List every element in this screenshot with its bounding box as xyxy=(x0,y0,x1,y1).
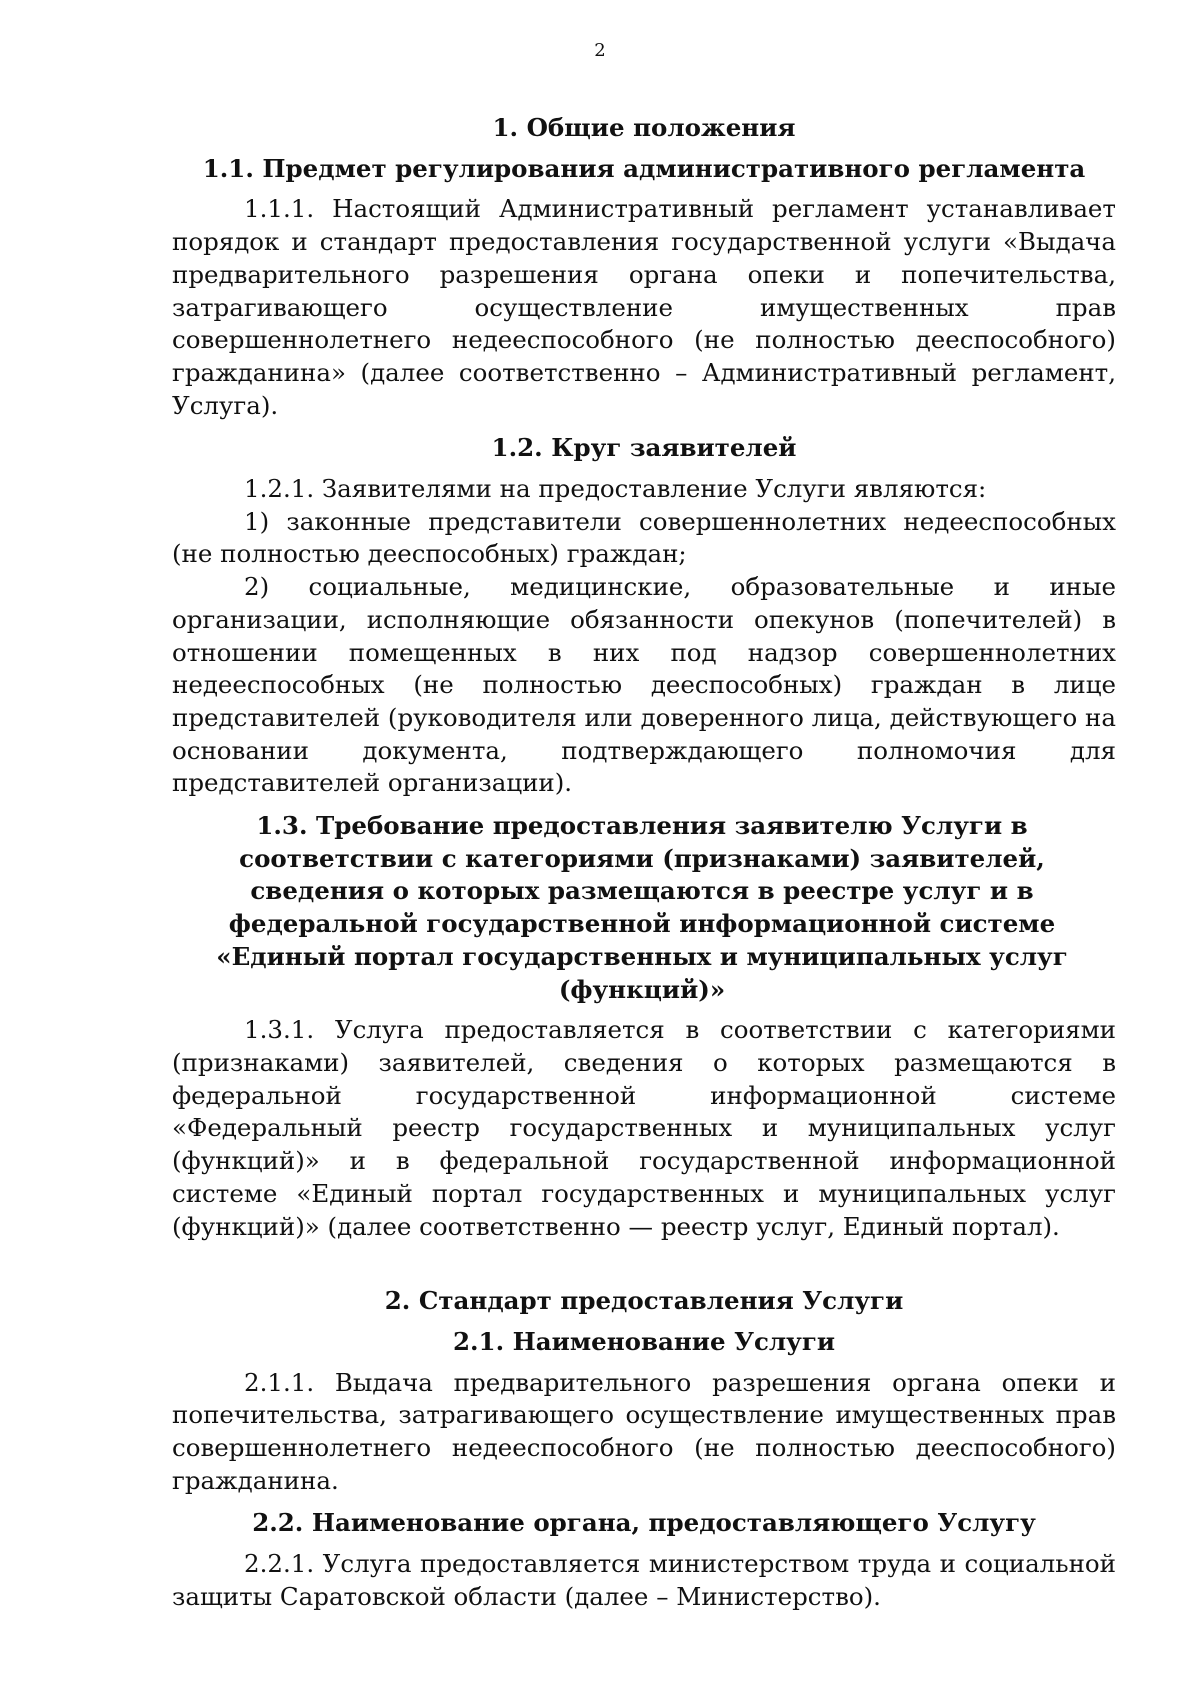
document-body xyxy=(172,112,1116,1614)
paragraph-1-2-1-item-1: 1) законные представители совершеннолетних недееспособных (не полностью дееспособных) граждан; xyxy=(172,506,1116,569)
paragraph-1-2-1-item-2: 2) социальные, медицинские, образовательные и иные организации, исполняющие обязанности опекунов (попечителей) в отношении помещенных в них под надзор совершеннолетних недееспособных (не полностью дееспособных) граждан в лице представителей (руководителя или доверенного лица, действующего на основании документа, подтверждающего полномочия для представителей организации). xyxy=(172,572,1116,798)
section-2-1-heading: 2.1. Наименование Услуги xyxy=(452,1326,836,1356)
section-2-2-heading: 2.2. Наименование органа, предоставляющего Услугу xyxy=(252,1508,1036,1538)
section-1-heading: 1. Общие положения xyxy=(492,113,796,142)
section-2-heading: 2. Стандарт предоставления Услуги xyxy=(384,1286,904,1316)
paragraph-1-1-1: 1.1.1. Настоящий Административный регламент устанавливает порядок и стандарт предоставления государственной услуги «Выдача предварительного разрешения органа опеки и попечительства, затрагивающего осуществление имущественных прав совершеннолетнего недееспособного (не полностью дееспособного) гражданина» (далее соответственно – Административный регламент, Услуга). xyxy=(172,194,1116,420)
paragraph-2-2-1: 2.2.1. Услуга предоставляется министерством труда и социальной защиты Саратовской области (далее – Министерство). xyxy=(172,1549,1116,1611)
page-number: 2 xyxy=(594,40,606,61)
paragraph-1-2-1: 1.2.1. Заявителями на предоставление Услуги являются: xyxy=(244,474,987,504)
section-1-3-heading: 1.3. Требование предоставления заявителю Услуги в соответствии с категориями (признаками) заявителей, сведения о которых размещаются в реестре услуг и в федеральной государственной информационной системе «Единый портал государственных и муниципальных услуг (функций)» xyxy=(216,811,1068,1004)
section-1-1-heading: 1.1. Предмет регулирования административного регламента xyxy=(202,153,1086,183)
paragraph-2-1-1: 2.1.1. Выдача предварительного разрешения органа опеки и попечительства, затрагивающего осуществление имущественных прав совершеннолетнего недееспособного (не полностью дееспособного) гражданина. xyxy=(172,1367,1116,1495)
paragraph-1-3-1: 1.3.1. Услуга предоставляется в соответствии с категориями (признаками) заявителей, сведения о которых размещаются в федеральной государственной информационной системе «Федеральный реестр государственных и муниципальных услуг (функций)» и в федеральной государственной информационной системе «Единый портал государственных и муниципальных услуг (функций)» (далее соответственно — реестр услуг, Единый портал). xyxy=(172,1015,1116,1241)
section-1-2-heading: 1.2. Круг заявителей xyxy=(491,433,797,463)
